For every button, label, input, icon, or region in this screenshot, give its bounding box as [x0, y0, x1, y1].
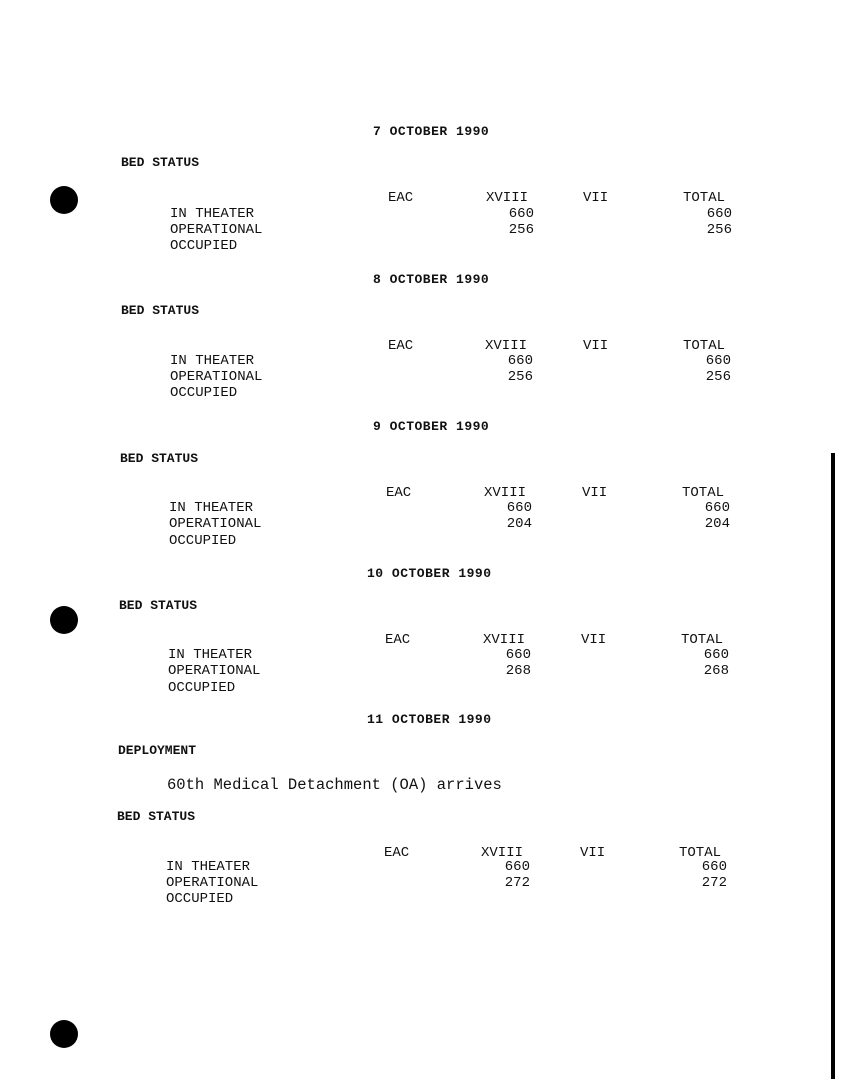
- column-header-vii: VII: [581, 632, 607, 648]
- row-label: OPERATIONAL: [170, 369, 263, 385]
- total-value: 268: [703, 663, 729, 679]
- total-value: 204: [704, 516, 730, 532]
- section-heading: BED STATUS: [121, 155, 200, 170]
- row-label: OPERATIONAL: [170, 222, 263, 238]
- column-header-eac: EAC: [384, 845, 410, 861]
- xviii-value: 204: [506, 516, 532, 532]
- column-header-xviii: XVIII: [483, 632, 526, 648]
- xviii-value: 256: [507, 369, 533, 385]
- total-value: 272: [701, 875, 727, 891]
- scan-edge-bar: [831, 453, 835, 1079]
- binder-hole-middle: [50, 606, 78, 634]
- xviii-value: 660: [506, 500, 532, 516]
- total-value: 660: [704, 500, 730, 516]
- binder-hole-top: [50, 186, 78, 214]
- section-heading: BED STATUS: [117, 809, 196, 824]
- entry-date: 7 OCTOBER 1990: [373, 124, 490, 139]
- total-value: 660: [701, 859, 727, 875]
- deployment-text: 60th Medical Detachment (OA) arrives: [167, 776, 502, 794]
- entry-date: 11 OCTOBER 1990: [367, 712, 492, 727]
- deployment-heading: DEPLOYMENT: [118, 743, 197, 758]
- xviii-value: 272: [504, 875, 530, 891]
- entry-date: 8 OCTOBER 1990: [373, 272, 490, 287]
- row-label: IN THEATER: [166, 859, 251, 875]
- row-label: OPERATIONAL: [166, 875, 259, 891]
- total-value: 660: [705, 353, 731, 369]
- column-header-xviii: XVIII: [481, 845, 524, 861]
- row-label: OCCUPIED: [168, 680, 236, 696]
- column-header-total: TOTAL: [683, 338, 726, 354]
- xviii-value: 256: [508, 222, 534, 238]
- total-value: 256: [705, 369, 731, 385]
- column-header-xviii: XVIII: [485, 338, 528, 354]
- total-value: 660: [703, 647, 729, 663]
- section-heading: BED STATUS: [120, 451, 199, 466]
- column-header-total: TOTAL: [683, 190, 726, 206]
- total-value: 660: [706, 206, 732, 222]
- xviii-value: 660: [505, 647, 531, 663]
- total-value: 256: [706, 222, 732, 238]
- row-label: OCCUPIED: [170, 385, 238, 401]
- column-header-vii: VII: [580, 845, 606, 861]
- row-label: OCCUPIED: [170, 238, 238, 254]
- column-header-eac: EAC: [388, 190, 414, 206]
- column-header-total: TOTAL: [679, 845, 722, 861]
- row-label: IN THEATER: [169, 500, 254, 516]
- section-heading: BED STATUS: [121, 303, 200, 318]
- column-header-vii: VII: [583, 190, 609, 206]
- section-heading: BED STATUS: [119, 598, 198, 613]
- column-header-xviii: XVIII: [484, 485, 527, 501]
- column-header-xviii: XVIII: [486, 190, 529, 206]
- row-label: IN THEATER: [170, 353, 255, 369]
- column-header-vii: VII: [583, 338, 609, 354]
- column-header-eac: EAC: [386, 485, 412, 501]
- row-label: OPERATIONAL: [169, 516, 262, 532]
- xviii-value: 660: [507, 353, 533, 369]
- row-label: OCCUPIED: [169, 533, 237, 549]
- column-header-eac: EAC: [385, 632, 411, 648]
- column-header-total: TOTAL: [681, 632, 724, 648]
- column-header-eac: EAC: [388, 338, 414, 354]
- xviii-value: 660: [504, 859, 530, 875]
- xviii-value: 660: [508, 206, 534, 222]
- column-header-vii: VII: [582, 485, 608, 501]
- column-header-total: TOTAL: [682, 485, 725, 501]
- entry-date: 10 OCTOBER 1990: [367, 566, 492, 581]
- binder-hole-bottom: [50, 1020, 78, 1048]
- row-label: OCCUPIED: [166, 891, 234, 907]
- row-label: IN THEATER: [168, 647, 253, 663]
- xviii-value: 268: [505, 663, 531, 679]
- entry-date: 9 OCTOBER 1990: [373, 419, 490, 434]
- row-label: OPERATIONAL: [168, 663, 261, 679]
- row-label: IN THEATER: [170, 206, 255, 222]
